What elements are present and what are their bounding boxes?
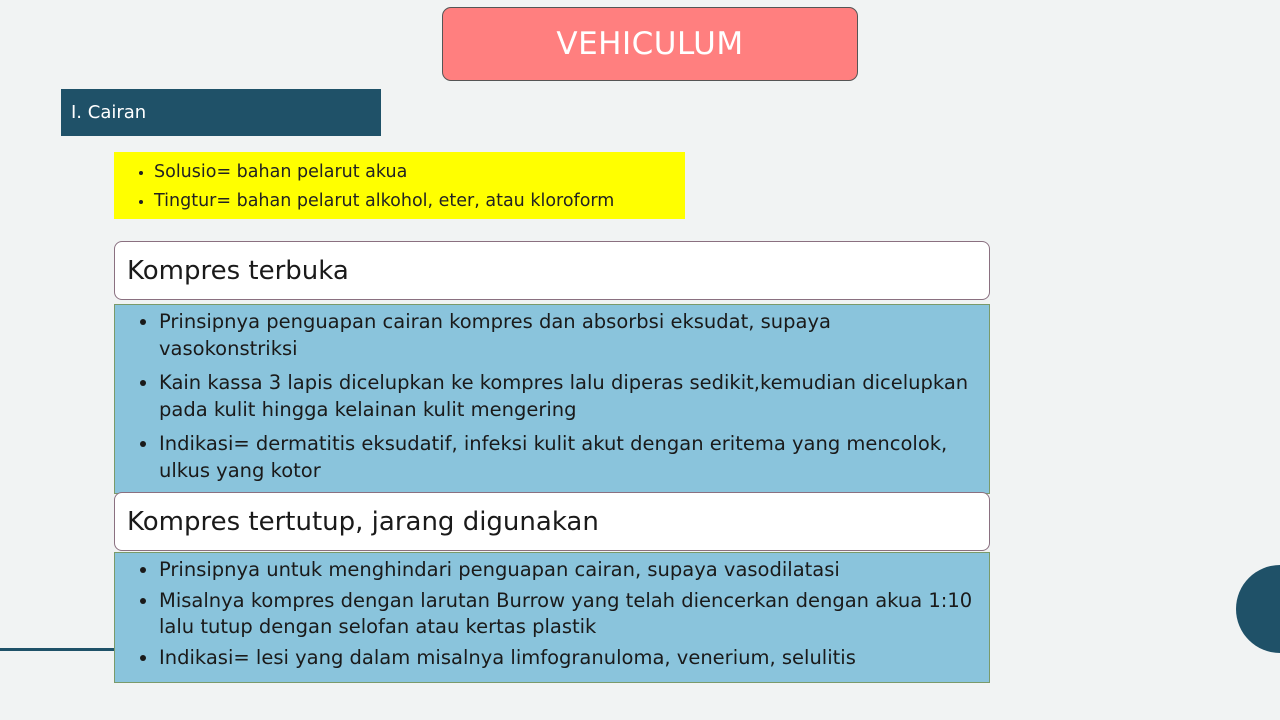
- open-compress-details: [114, 304, 990, 494]
- list-item: • Tingtur= bahan pelarut alkohol, eter, atau kloroform: [154, 187, 685, 216]
- open-compress-heading: Kompres terbuka: [114, 241, 990, 300]
- slide-title: VEHICULUM: [442, 7, 858, 81]
- decorative-circle: [1236, 565, 1280, 653]
- list-item: • Prinsipnya penguapan cairan kompres dan absorbsi eksudat, supaya vasokonstriksi: [159, 309, 975, 362]
- list-item: • Misalnya kompres dengan larutan Burrow yang telah diencerkan dengan akua 1:10 lalu tutup dengan selofan atau kertas plastik: [159, 588, 975, 641]
- open-compress-list: [139, 309, 975, 484]
- liquid-types-list: [136, 158, 685, 216]
- section-label: I. Cairan: [61, 89, 381, 136]
- list-item: • Kain kassa 3 lapis dicelupkan ke kompres lalu diperas sedikit,kemudian dicelupkan pada kulit hingga kelainan kulit mengering: [159, 370, 975, 423]
- list-item: • Indikasi= dermatitis eksudatif, infeksi kulit akut dengan eritema yang mencolok, ulkus yang kotor: [159, 431, 975, 484]
- decorative-line: [0, 648, 118, 651]
- list-item: • Indikasi= lesi yang dalam misalnya limfogranuloma, venerium, selulitis: [159, 645, 975, 672]
- closed-compress-list: [139, 557, 975, 671]
- closed-compress-details: [114, 552, 990, 683]
- liquid-types-box: [114, 152, 685, 219]
- list-item: • Prinsipnya untuk menghindari penguapan cairan, supaya vasodilatasi: [159, 557, 975, 584]
- list-item: • Solusio= bahan pelarut akua: [154, 158, 685, 187]
- closed-compress-heading: Kompres tertutup, jarang digunakan: [114, 492, 990, 551]
